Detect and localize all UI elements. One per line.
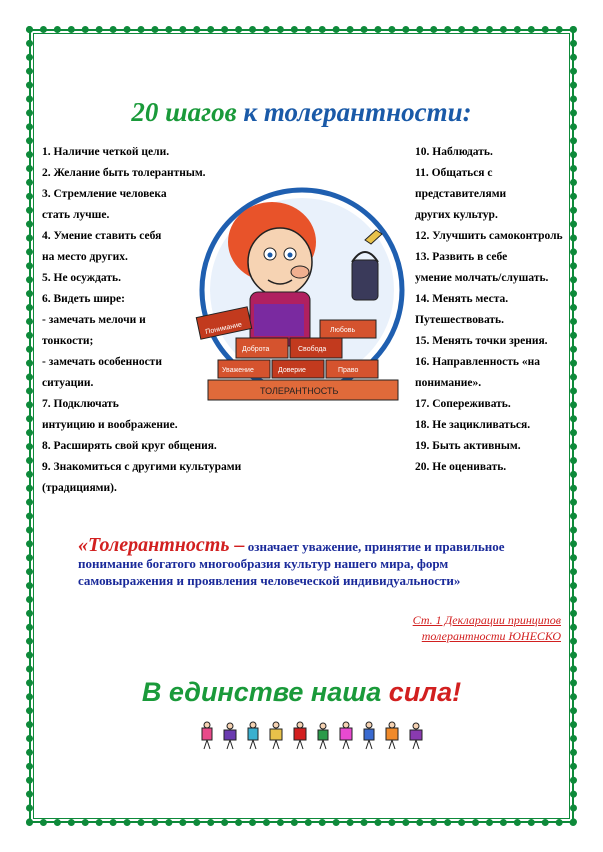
step-line: 5. Не осуждать. [42,272,121,284]
step-line: 13. Развить в себе [415,251,508,263]
step-line: 18. Не зацикливаться. [415,419,531,431]
quote-source [413,612,561,644]
tolerance-illustration [190,180,415,405]
step-line: 15. Менять точки зрения. [415,335,548,347]
face [248,228,312,296]
step-line: 3. Стремление человека [42,188,167,200]
slogan [0,677,603,708]
step-line: 16. Направленность «на [415,356,541,368]
steps-right-column [415,142,585,478]
title-part2: к толерантности: [236,97,472,127]
source-line: толерантности ЮНЕСКО [421,629,561,643]
bucket [352,260,378,300]
step-line: 6. Видеть шире: [42,293,125,305]
step-line: тонкости; [42,335,94,347]
step-line: умение молчать/слушать. [415,272,549,284]
brick-text: Уважение [222,367,254,374]
step-line: 17. Сопереживать. [415,398,511,410]
source-line: Ст. 1 Декларации принципов [412,613,561,627]
step-line: 1. Наличие четкой цели. [42,146,170,158]
slogan-part1: В единстве наша [141,677,389,707]
quote-lead: «Толерантность – [78,534,245,556]
tolerance-quote [78,534,538,589]
step-line: Путешествовать. [415,314,505,326]
brick-text: Доверие [278,367,306,374]
step-line: 14. Менять места. [415,293,509,305]
step-line: других культур. [415,209,498,221]
step-line: - замечать мелочи и [42,314,146,326]
step-line: 19. Быть активным. [415,440,521,452]
step-line: 9. Знакомиться с другими культурами [42,461,242,473]
brick-text: Доброта [242,346,270,353]
brick-text: ТОЛЕРАНТНОСТЬ [260,386,339,396]
step-line: 10. Наблюдать. [415,146,493,158]
brick-text: Свобода [298,346,327,353]
brick-text: Право [338,367,359,374]
step-line: интуицию и воображение. [42,419,178,431]
step-line: понимание». [415,377,482,389]
step-line: 12. Улучшить самоконтроль [415,230,563,242]
step-line: 8. Расширять свой круг общения. [42,440,217,452]
step-line: 7. Подключать [42,398,119,410]
dancing-figures-decoration [198,720,438,750]
step-line: 2. Желание быть толерантным. [42,167,206,179]
step-line: 11. Общаться с [415,167,493,179]
step-line: - замечать особенности [42,356,162,368]
step-line: на место других. [42,251,128,263]
step-line: 4. Умение ставить себя [42,230,162,242]
quote-text: означает уважение, принятие и правильное понимание богатого многообразия культур нашего мира, форм самовыражения и проявления человеческой индивидуальности» [78,539,505,588]
step-line: представителями [415,188,507,200]
page-title [0,97,603,128]
step-line: стать лучше. [42,209,110,221]
brick-text: Понимание [204,321,243,336]
step-line: ситуации. [42,377,94,389]
title-part1: 20 шагов [131,97,237,127]
brick-text: Любовь [330,327,356,334]
slogan-part2: сила! [388,677,462,707]
step-line: (традициями). [42,482,117,494]
step-line: 20. Не оценивать. [415,461,507,473]
